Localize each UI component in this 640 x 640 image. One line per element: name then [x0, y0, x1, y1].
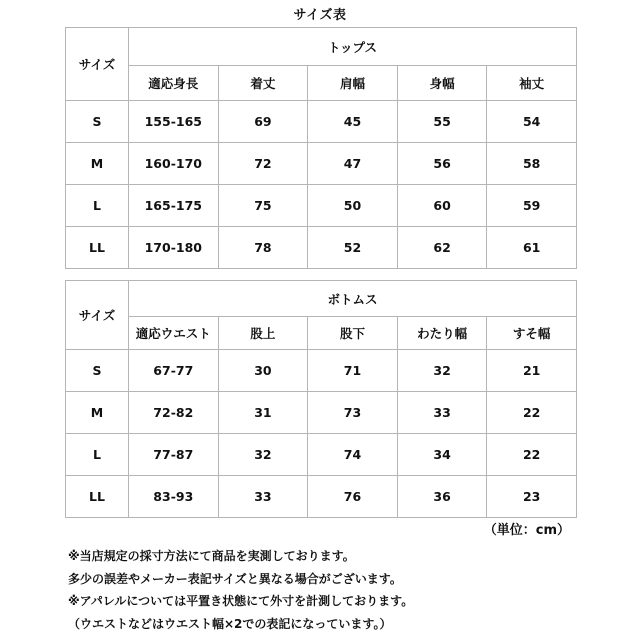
table-row [66, 350, 577, 392]
value-cell: 69 [218, 101, 308, 143]
value-cell: 67-77 [129, 350, 219, 392]
value-cell: 52 [308, 227, 398, 269]
table-row [66, 101, 577, 143]
column-header: わたり幅 [397, 317, 487, 350]
value-cell: 31 [218, 392, 308, 434]
size-cell: S [66, 101, 129, 143]
value-cell: 75 [218, 185, 308, 227]
value-cell: 72-82 [129, 392, 219, 434]
value-cell: 54 [487, 101, 577, 143]
value-cell: 22 [487, 392, 577, 434]
value-cell: 56 [397, 143, 487, 185]
column-header-row [66, 66, 577, 101]
value-cell: 23 [487, 476, 577, 518]
size-cell: M [66, 392, 129, 434]
value-cell: 71 [308, 350, 398, 392]
value-cell: 59 [487, 185, 577, 227]
column-header-row [66, 317, 577, 350]
value-cell: 36 [397, 476, 487, 518]
value-cell: 78 [218, 227, 308, 269]
column-header: 股上 [218, 317, 308, 350]
table-row [66, 143, 577, 185]
value-cell: 55 [397, 101, 487, 143]
value-cell: 50 [308, 185, 398, 227]
notes-block [68, 545, 413, 635]
value-cell: 83-93 [129, 476, 219, 518]
value-cell: 72 [218, 143, 308, 185]
table-header-row [66, 281, 577, 317]
value-cell: 33 [218, 476, 308, 518]
size-cell: L [66, 185, 129, 227]
value-cell: 60 [397, 185, 487, 227]
size-header: サイズ [66, 281, 129, 350]
column-header: 身幅 [397, 66, 487, 101]
unit-label: （単位：cm） [483, 523, 570, 538]
size-cell: M [66, 143, 129, 185]
value-cell: 62 [397, 227, 487, 269]
value-cell: 74 [308, 434, 398, 476]
value-cell: 30 [218, 350, 308, 392]
value-cell: 160-170 [129, 143, 219, 185]
table-row [66, 476, 577, 518]
value-cell: 155-165 [129, 101, 219, 143]
value-cell: 76 [308, 476, 398, 518]
column-header: 袖丈 [487, 66, 577, 101]
value-cell: 45 [308, 101, 398, 143]
value-cell: 34 [397, 434, 487, 476]
tops-size-table [65, 27, 577, 269]
size-cell: S [66, 350, 129, 392]
value-cell: 77-87 [129, 434, 219, 476]
column-header: 肩幅 [308, 66, 398, 101]
value-cell: 33 [397, 392, 487, 434]
size-cell: LL [66, 227, 129, 269]
value-cell: 73 [308, 392, 398, 434]
value-cell: 32 [218, 434, 308, 476]
table-header-row [66, 28, 577, 66]
value-cell: 21 [487, 350, 577, 392]
value-cell: 58 [487, 143, 577, 185]
bottoms-size-table [65, 280, 577, 518]
group-header: ボトムス [129, 281, 577, 317]
column-header: 適応ウエスト [129, 317, 219, 350]
table-row [66, 392, 577, 434]
value-cell: 170-180 [129, 227, 219, 269]
value-cell: 165-175 [129, 185, 219, 227]
column-header: 股下 [308, 317, 398, 350]
note-line: 多少の誤差やメーカー表記サイズと異なる場合がございます。 [68, 571, 402, 586]
group-header: トップス [129, 28, 577, 66]
page-title: サイズ表 [293, 8, 347, 23]
size-cell: L [66, 434, 129, 476]
note-line: ※当店規定の採寸方法にて商品を実測しております。 [68, 549, 355, 563]
value-cell: 61 [487, 227, 577, 269]
value-cell: 22 [487, 434, 577, 476]
note-line: ※アパレルについては平置き状態にて外寸を計測しております。 [68, 594, 414, 608]
value-cell: 47 [308, 143, 398, 185]
column-header: 着丈 [218, 66, 308, 101]
column-header: すそ幅 [487, 317, 577, 350]
table-row [66, 227, 577, 269]
note-line: （ウエストなどはウエスト幅×2での表記になっています。） [68, 616, 392, 631]
column-header: 適応身長 [129, 66, 219, 101]
table-row [66, 434, 577, 476]
value-cell: 32 [397, 350, 487, 392]
size-cell: LL [66, 476, 129, 518]
size-header: サイズ [66, 28, 129, 101]
table-row [66, 185, 577, 227]
